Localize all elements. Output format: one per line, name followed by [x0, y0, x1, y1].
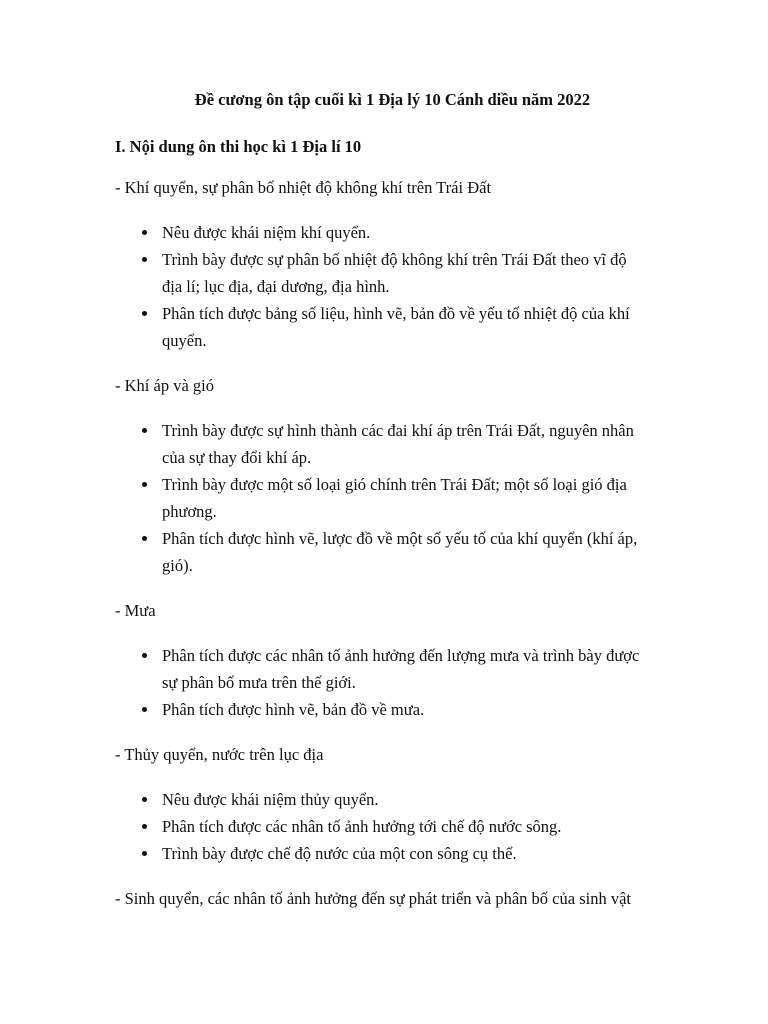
list-item: Trình bày được một số loại gió chính trên Trái Đất; một số loại gió địa phương. [162, 471, 648, 525]
list-item: Phân tích được hình vẽ, lược đồ về một số yếu tố của khí quyển (khí áp, gió). [162, 525, 648, 579]
bullet-list [115, 786, 648, 867]
list-item: Phân tích được các nhân tố ảnh hưởng đến lượng mưa và trình bày được sự phân bố mưa trên thế giới. [162, 642, 648, 696]
list-item: Nêu được khái niệm khí quyển. [162, 219, 648, 246]
list-item: Trình bày được chế độ nước của một con sông cụ thể. [162, 840, 648, 867]
list-item: Trình bày được sự hình thành các đai khí áp trên Trái Đất, nguyên nhân của sự thay đổi khí áp. [162, 417, 648, 471]
list-item: Trình bày được sự phân bố nhiệt độ không khí trên Trái Đất theo vĩ độ địa lí; lục địa, đại dương, địa hình. [162, 246, 648, 300]
bullet-list [115, 642, 648, 723]
bullet-list [115, 417, 648, 579]
topic-heading: - Khí áp và gió [115, 376, 214, 395]
section-heading: I. Nội dung ôn thi học kì 1 Địa lí 10 [115, 137, 362, 156]
topic-heading: - Sinh quyển, các nhân tố ảnh hưởng đến sự phát triển và phân bố của sinh vật [115, 889, 631, 908]
document-title: Đề cương ôn tập cuối kì 1 Địa lý 10 Cánh diều năm 2022 [194, 90, 591, 109]
list-item: Nêu được khái niệm thủy quyển. [162, 786, 648, 813]
bullet-list [115, 219, 648, 354]
topic-heading: - Khí quyển, sự phân bố nhiệt độ không khí trên Trái Đất [115, 178, 492, 197]
topic-heading: - Mưa [115, 601, 156, 620]
list-item: Phân tích được các nhân tố ảnh hưởng tới chế độ nước sông. [162, 813, 648, 840]
topic-heading: - Thủy quyển, nước trên lục địa [115, 745, 324, 764]
list-item: Phân tích được hình vẽ, bản đồ về mưa. [162, 696, 648, 723]
list-item: Phân tích được bảng số liệu, hình vẽ, bản đồ về yếu tố nhiệt độ của khí quyển. [162, 300, 648, 354]
